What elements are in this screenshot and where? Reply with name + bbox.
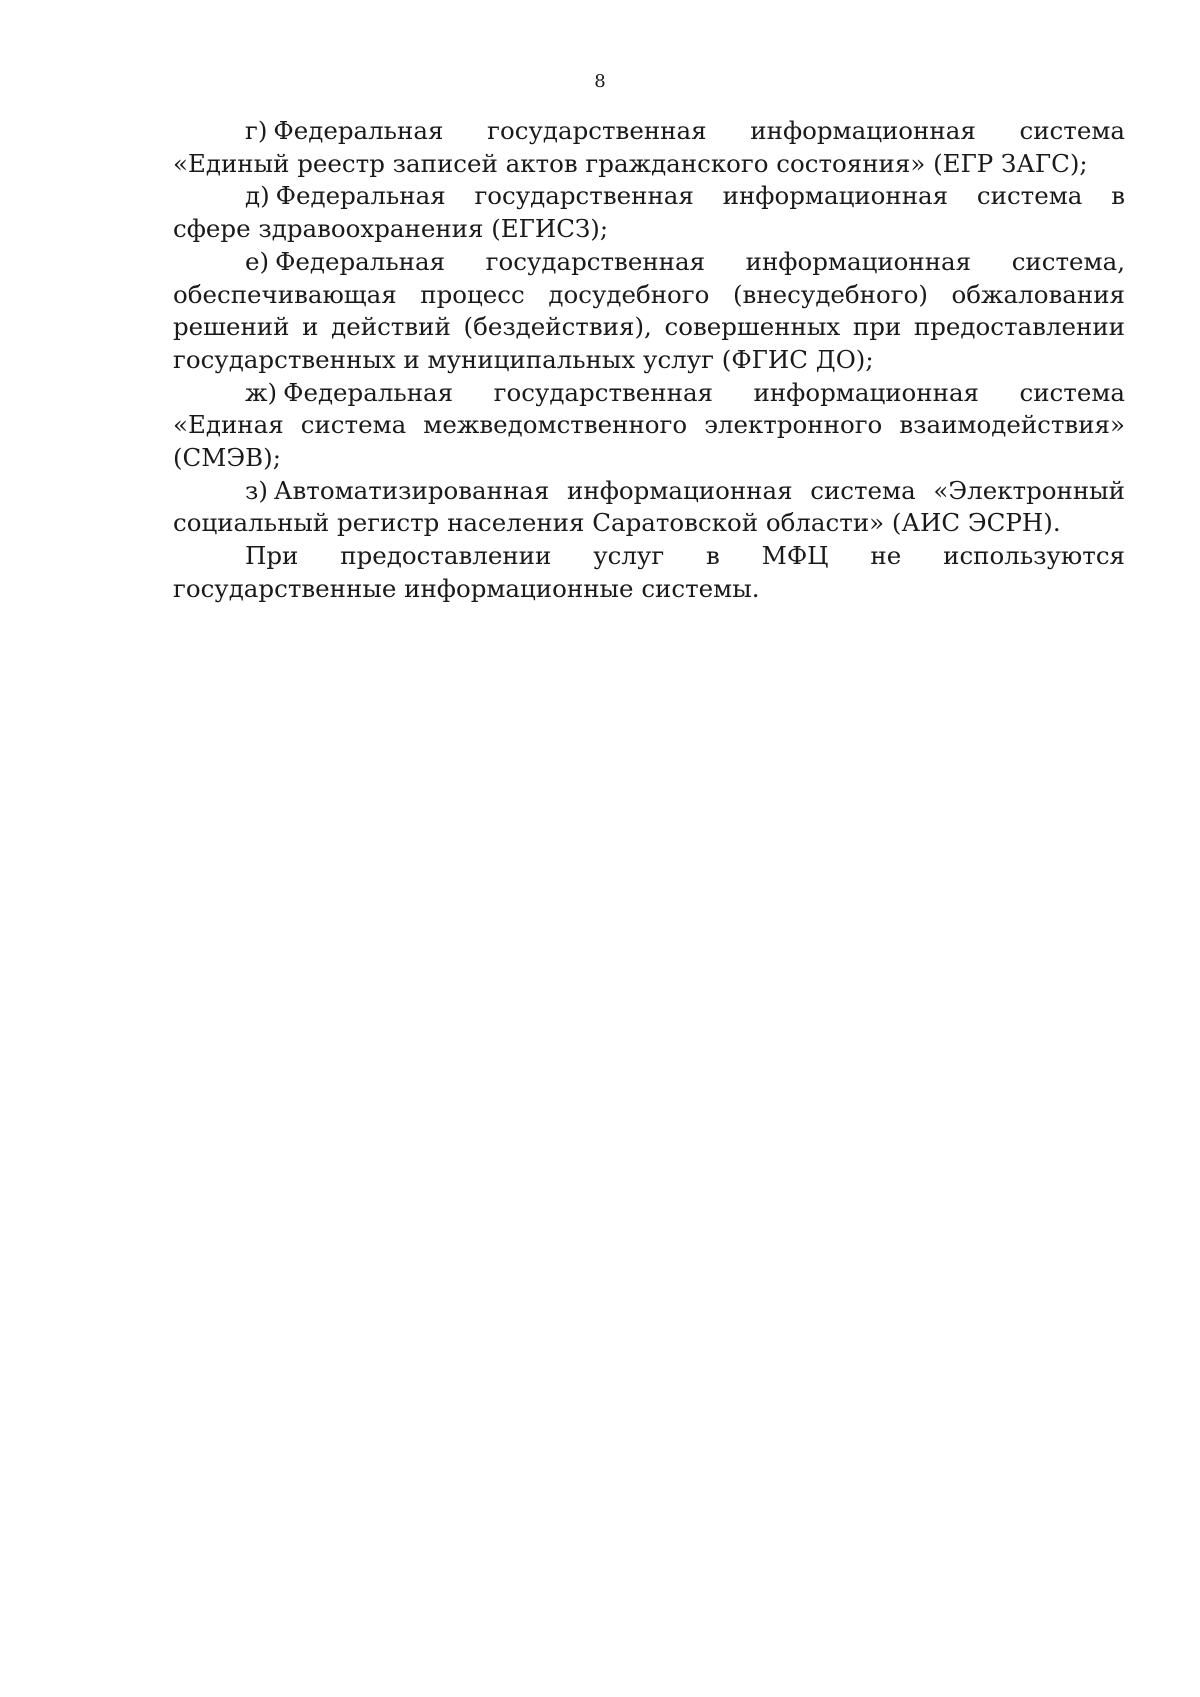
closing-paragraph: При предоставлении услуг в МФЦ не используются государственные информационные системы. (173, 541, 1125, 603)
list-marker: ж) (245, 377, 278, 407)
document-body (173, 115, 1125, 606)
list-marker: д) (245, 181, 270, 211)
list-item-text: Федеральная государственная информационная система в сфере здравоохранения (ЕГИСЗ); (173, 181, 1125, 244)
list-item-text: Федеральная государственная информационная система «Единая система межведомственного электронного взаимодействия» (СМЭВ); (173, 377, 1125, 473)
list-item-e (173, 246, 1125, 377)
list-item-d (173, 180, 1125, 245)
list-item-zh (173, 377, 1125, 475)
list-marker: е) (245, 246, 270, 276)
list-item-z (173, 475, 1125, 540)
list-item-text: Федеральная государственная информационная система, обеспечивающая процесс досудебного (внесудебного) обжалования решений и действий (бездействия), совершенных при предоставлении государственных и муниципальных услуг (ФГИС ДО); (173, 246, 1125, 374)
list-item-text: Федеральная государственная информационная система «Единый реестр записей актов гражданского состояния» (ЕГР ЗАГС); (173, 116, 1125, 178)
list-marker: з) (245, 475, 268, 505)
page-number: 8 (594, 71, 606, 92)
list-item-text: Автоматизированная информационная система «Электронный социальный регистр населения Саратовской области» (АИС ЭСРН). (173, 475, 1125, 538)
list-marker: г) (245, 116, 268, 145)
list-item-g (173, 115, 1125, 180)
